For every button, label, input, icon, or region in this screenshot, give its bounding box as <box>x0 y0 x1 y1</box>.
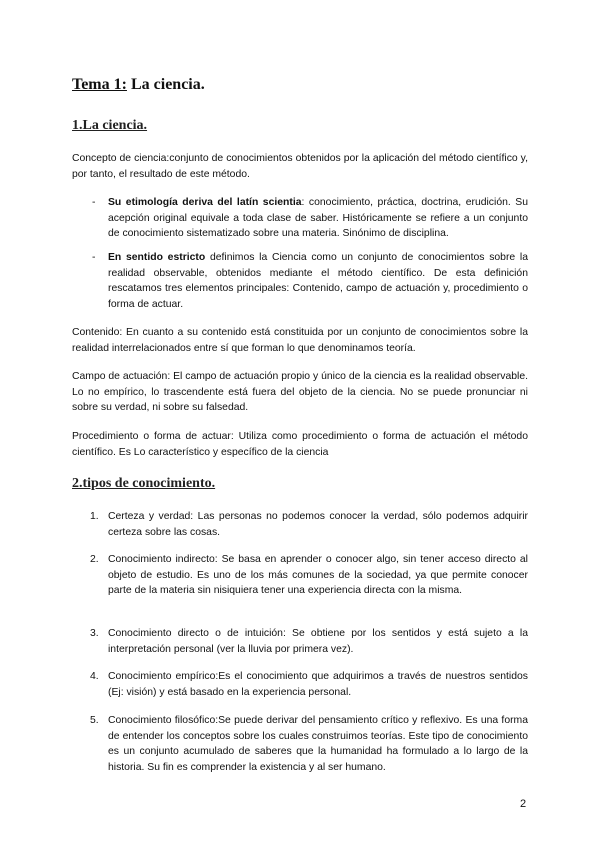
procedimiento-paragraph: Procedimiento o forma de actuar: Utiliza como procedimiento o forma de actuación el método científico. Es Lo característico y específico de la ciencia <box>72 431 528 458</box>
list-item <box>92 669 528 700</box>
list-item <box>92 509 528 540</box>
contenido-paragraph: Contenido: En cuanto a su contenido está constituida por un conjunto de conocimientos sobre la realidad interrelacionados entre sí que forman lo que denominamos teoría. <box>72 327 528 354</box>
bullet-dash: - <box>92 197 96 208</box>
list-item-number: 1. <box>90 511 99 522</box>
bullet-sentido-estricto <box>92 250 528 312</box>
list-item-text: Conocimiento indirecto: Se basa en aprender o conocer algo, sin tener acceso directo al objeto de estudio. Es uno de los más comunes de la sociedad, ya que permite conocer parte de la materia sin nisiquiera tener una experiencia directa con la misma. <box>108 554 528 596</box>
bullet-etimologia <box>92 195 528 242</box>
list-item-number: 3. <box>90 628 99 639</box>
section-heading-1: 1.La ciencia. <box>72 118 148 133</box>
list-item-text: Conocimiento directo o de intuición: Se obtiene por los sentidos y está sujeto a la interpretación personal (ver la lluvia por primera vez). <box>108 628 528 655</box>
intro-paragraph: Concepto de ciencia:conjunto de conocimientos obtenidos por la aplicación del método científico y, por tanto, el resultado de este método. <box>72 153 528 180</box>
bullet-text: definimos la Ciencia como un conjunto de conocimientos sobre la realidad observable, obtenidos mediante el método científico. De esta definición rescatamos tres elementos principales: Contenido, campo de actuación y, procedimiento o forma de actuar. <box>108 252 528 310</box>
page-title <box>72 76 205 94</box>
list-item <box>92 626 528 657</box>
bullet-bold: Su etimología deriva del latín scientia <box>108 197 302 208</box>
bullet-text: : conocimiento, práctica, doctrina, erudición. Su acepción original equivale a toda clase de saber. Históricamente se refiere a un conjunto de conocimiento sistematizado sobre una materia. Sinónimo de disciplina. <box>108 197 528 239</box>
list-item-number: 4. <box>90 671 99 682</box>
bullet-bold: En sentido estricto <box>108 252 206 263</box>
campo-paragraph: Campo de actuación: El campo de actuación propio y único de la ciencia es la realidad observable. Lo no empírico, lo trascendente está fuera del objeto de la ciencia. No se puede pronunciar ni sobre su verdad, ni sobre su falsedad. <box>72 371 528 413</box>
title-prefix: Tema 1: <box>72 76 127 93</box>
section-heading-2: 2.tipos de conocimiento. <box>72 476 216 491</box>
list-item-number: 5. <box>90 715 99 726</box>
list-item <box>92 713 528 775</box>
title-text: La ciencia. <box>126 76 205 93</box>
list-item <box>92 552 528 599</box>
list-item-number: 2. <box>90 554 99 565</box>
list-item-text: Conocimiento empírico:Es el conocimiento que adquirimos a través de nuestros sentidos (Ej: visión) y está basado en la experiencia personal. <box>108 671 528 698</box>
list-item-text: Certeza y verdad: Las personas no podemos conocer la verdad, sólo podemos adquirir certeza sobre las cosas. <box>108 511 528 538</box>
bullet-dash: - <box>92 252 96 263</box>
page-number: 2 <box>520 798 527 810</box>
list-item-text: Conocimiento filosófico:Se puede derivar del pensamiento crítico y reflexivo. Es una forma de entender los conceptos sobre los cuales construimos teorías. Este tipo de conocimiento es un conjunto acumulado de saberes que la humanidad ha formulado a lo largo de la historia. Su fin es comprender la existencia y al ser humano. <box>108 715 528 773</box>
